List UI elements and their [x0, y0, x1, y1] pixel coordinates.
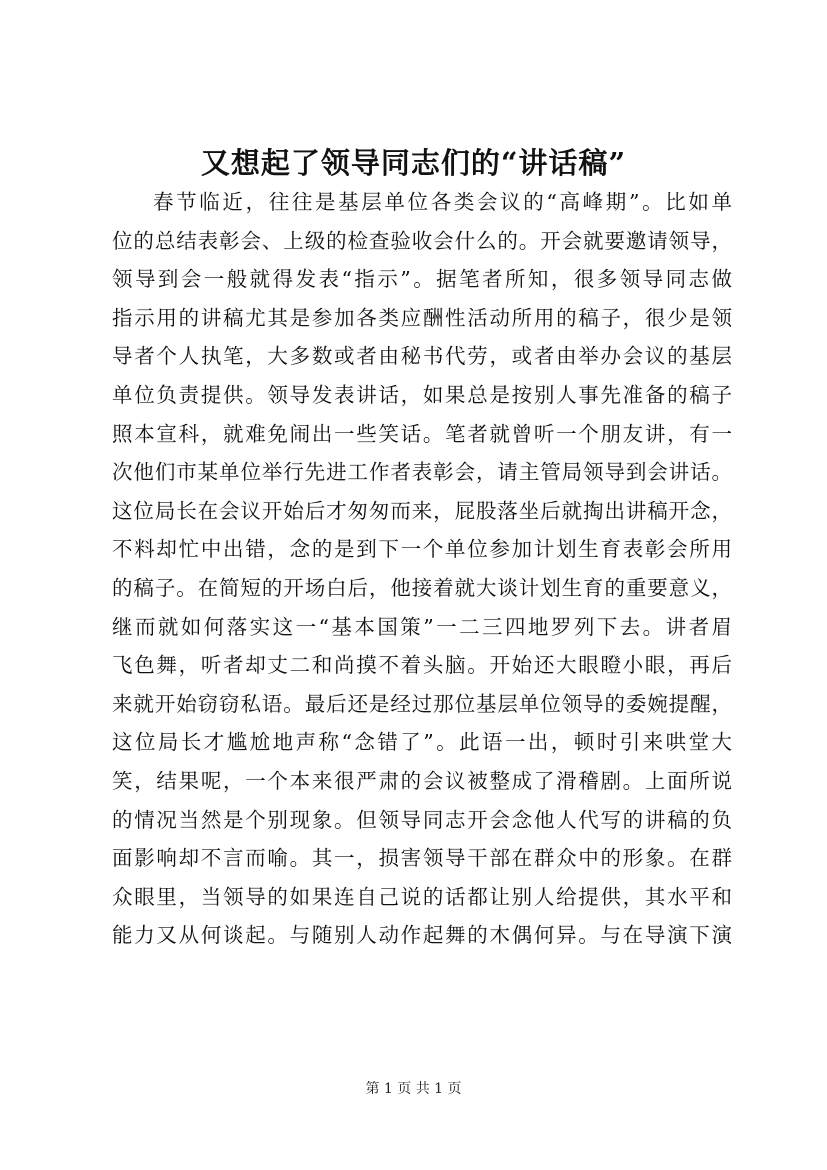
- body-line: 的稿子。在简短的开场白后，他接着就大谈计划生育的重要意义，: [112, 575, 732, 600]
- body-line: 照本宣科，就难免闹出一些笑话。笔者就曾听一个朋友讲，有一: [112, 421, 732, 446]
- body-line: 春节临近，往往是基层单位各类会议的“高峰期”。比如单: [153, 190, 732, 214]
- body-line: 笑，结果呢，一个本来很严肃的会议被整成了滑稽剧。上面所说: [112, 768, 732, 793]
- body-line: 飞色舞，听者却丈二和尚摸不着头脑。开始还大眼瞪小眼，再后: [112, 653, 732, 678]
- body-line: 的情况当然是个别现象。但领导同志开会念他人代写的讲稿的负: [112, 807, 732, 832]
- body-line: 众眼里，当领导的如果连自己说的话都让别人给提供，其水平和: [112, 884, 732, 909]
- document-body: [112, 183, 732, 955]
- body-line: 不料却忙中出错，念的是到下一个单位参加计划生育表彰会所用: [112, 537, 732, 562]
- body-line: 次他们市某单位举行先进工作者表彰会，请主管局领导到会讲话。: [112, 460, 732, 485]
- body-line: 能力又从何谈起。与随别人动作起舞的木偶何异。与在导演下演: [112, 923, 732, 948]
- body-line: 单位负责提供。领导发表讲话，如果总是按别人事先准备的稿子: [112, 382, 732, 407]
- body-line: 这位局长在会议开始后才匆匆而来，屁股落坐后就掏出讲稿开念，: [112, 498, 732, 523]
- body-line: 面影响却不言而喻。其一，损害领导干部在群众中的形象。在群: [112, 846, 732, 871]
- body-line: 指示用的讲稿尤其是参加各类应酬性活动所用的稿子，很少是领: [112, 305, 732, 330]
- body-line: 来就开始窃窃私语。最后还是经过那位基层单位领导的委婉提醒，: [112, 691, 732, 716]
- body-line: 领导到会一般就得发表“指示”。据笔者所知，很多领导同志做: [112, 267, 732, 292]
- body-line: 继而就如何落实这一“基本国策”一二三四地罗列下去。讲者眉: [112, 614, 732, 639]
- body-line: 位的总结表彰会、上级的检查验收会什么的。开会就要邀请领导，: [112, 228, 732, 253]
- page-footer: 第 1 页 共 1 页: [365, 1081, 462, 1097]
- document-title: 又想起了领导同志们的“讲话稿”: [200, 146, 627, 180]
- body-line: 这位局长才尴尬地声称“念错了”。此语一出，顿时引来哄堂大: [112, 730, 732, 755]
- body-line: 导者个人执笔，大多数或者由秘书代劳，或者由举办会议的基层: [112, 344, 732, 369]
